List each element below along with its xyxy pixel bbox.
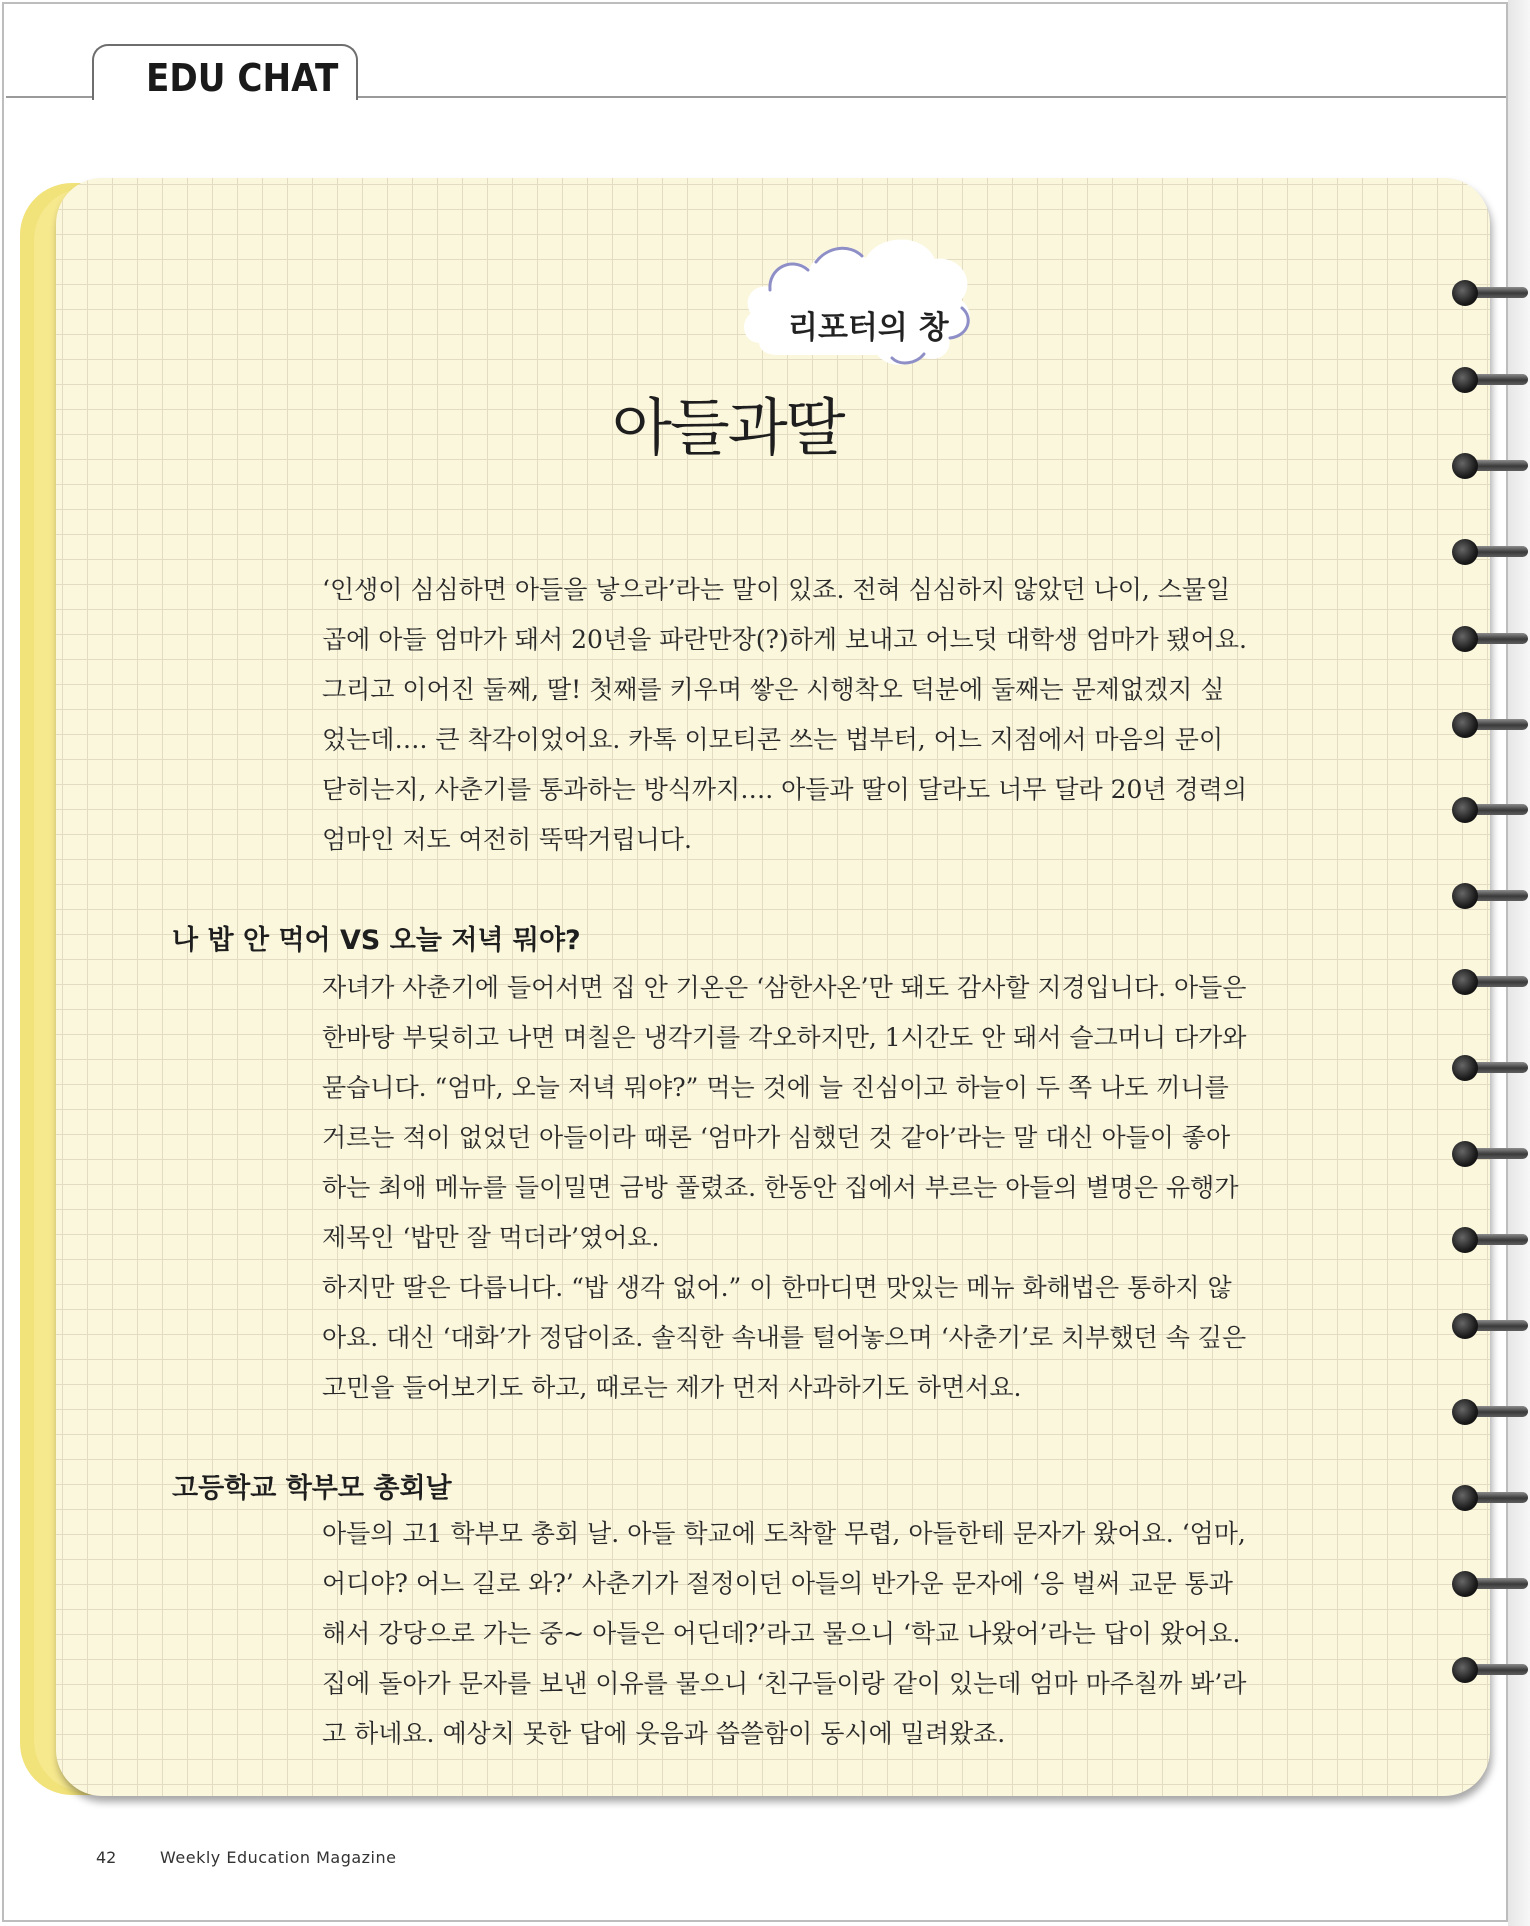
text-line: 집에 돌아가 문자를 보낸 이유를 물으니 ‘친구들이랑 같이 있는데 엄마 마주칠까 봐’라 xyxy=(322,1669,1247,1698)
section-body xyxy=(322,1509,1277,1759)
text-line: 고민을 들어보기도 하고, 때로는 제가 먼저 사과하기도 하면서요. xyxy=(322,1373,1022,1402)
spiral-ring xyxy=(1452,967,1530,997)
spiral-ring xyxy=(1452,537,1530,567)
spiral-ring xyxy=(1452,1139,1530,1169)
section-heading: 고등학교 학부모 총회날 xyxy=(172,1473,452,1504)
text-line: 엄마인 저도 여전히 뚝딱거립니다. xyxy=(322,825,692,854)
text-line: ‘인생이 심심하면 아들을 낳으라’라는 말이 있죠. 전혀 심심하지 않았던 나이, 스물일 xyxy=(322,575,1231,604)
text-line: 한바탕 부딪히고 나면 며칠은 냉각기를 각오하지만, 1시간도 안 돼서 슬그머니 다가와 xyxy=(322,1023,1247,1052)
section-body xyxy=(322,963,1277,1413)
page-number: 42 xyxy=(96,1848,117,1867)
text-line: 하지만 딸은 다릅니다. “밥 생각 없어.” 이 한마디면 맛있는 메뉴 화해법은 통하지 않 xyxy=(322,1273,1232,1302)
text-line: 었는데…. 큰 착각이었어요. 카톡 이모티콘 쓰는 법부터, 어느 지점에서 마음의 문이 xyxy=(322,725,1224,754)
text-line: 닫히는지, 사춘기를 통과하는 방식까지…. 아들과 딸이 달라도 너무 달라 20년 경력의 xyxy=(322,775,1247,804)
text-line: 곱에 아들 엄마가 돼서 20년을 파란만장(?)하게 보내고 어느덧 대학생 엄마가 됐어요. xyxy=(322,625,1247,654)
text-line: 제목인 ‘밥만 잘 먹더라’였어요. xyxy=(322,1223,660,1252)
spiral-ring xyxy=(1452,365,1530,395)
spiral-ring xyxy=(1452,1225,1530,1255)
text-line: 하는 최애 메뉴를 들이밀면 금방 풀렸죠. 한동안 집에서 부르는 아들의 별명은 유행가 xyxy=(322,1173,1239,1202)
text-line: 해서 강당으로 가는 중~ 아들은 어딘데?’라고 물으니 ‘학교 나왔어’라는 답이 왔어요. xyxy=(322,1619,1241,1648)
spiral-ring xyxy=(1452,1397,1530,1427)
spiral-ring xyxy=(1452,1483,1530,1513)
spiral-ring xyxy=(1452,1655,1530,1685)
text-line: 아들의 고1 학부모 총회 날. 아들 학교에 도착할 무렵, 아들한테 문자가 왔어요. ‘엄마, xyxy=(322,1519,1246,1548)
cloud-icon xyxy=(738,226,978,376)
spiral-ring xyxy=(1452,710,1530,740)
spiral-ring xyxy=(1452,1311,1530,1341)
text-line: 거르는 적이 없었던 아들이라 때론 ‘엄마가 심했던 것 같아’라는 말 대신 아들이 좋아 xyxy=(322,1123,1231,1152)
text-line: 고 하네요. 예상치 못한 답에 웃음과 씁쓸함이 동시에 밀려왔죠. xyxy=(322,1719,1006,1748)
spiral-ring xyxy=(1452,624,1530,654)
text-line: 아요. 대신 ‘대화’가 정답이죠. 솔직한 속내를 털어놓으며 ‘사춘기’로 치부했던 속 깊은 xyxy=(322,1323,1247,1352)
article-title: 아들과딸 xyxy=(612,391,844,464)
intro-paragraph xyxy=(322,565,1277,865)
column-label: 리포터의 창 xyxy=(788,310,949,346)
text-line: 묻습니다. “엄마, 오늘 저녁 뭐야?” 먹는 것에 늘 진심이고 하늘이 두 쪽 나도 끼니를 xyxy=(322,1073,1229,1102)
text-line: 어디야? 어느 길로 와?’ 사춘기가 절정이던 아들의 반가운 문자에 ‘응 벌써 교문 통과 xyxy=(322,1569,1233,1598)
spiral-ring xyxy=(1452,1053,1530,1083)
spiral-ring xyxy=(1452,278,1530,308)
section-title: EDU CHAT xyxy=(146,56,339,100)
spiral-ring xyxy=(1452,795,1530,825)
text-line: 그리고 이어진 둘째, 딸! 첫째를 키우며 쌓은 시행착오 덕분에 둘째는 문제없겠지 싶 xyxy=(322,675,1225,704)
magazine-name: Weekly Education Magazine xyxy=(160,1848,397,1867)
text-line: 자녀가 사춘기에 들어서면 집 안 기온은 ‘삼한사온’만 돼도 감사할 지경입니다. 아들은 xyxy=(322,973,1247,1002)
spiral-ring xyxy=(1452,881,1530,911)
section-heading: 나 밥 안 먹어 VS 오늘 저녁 뭐야? xyxy=(172,925,581,956)
spiral-ring xyxy=(1452,451,1530,481)
spiral-ring xyxy=(1452,1569,1530,1599)
